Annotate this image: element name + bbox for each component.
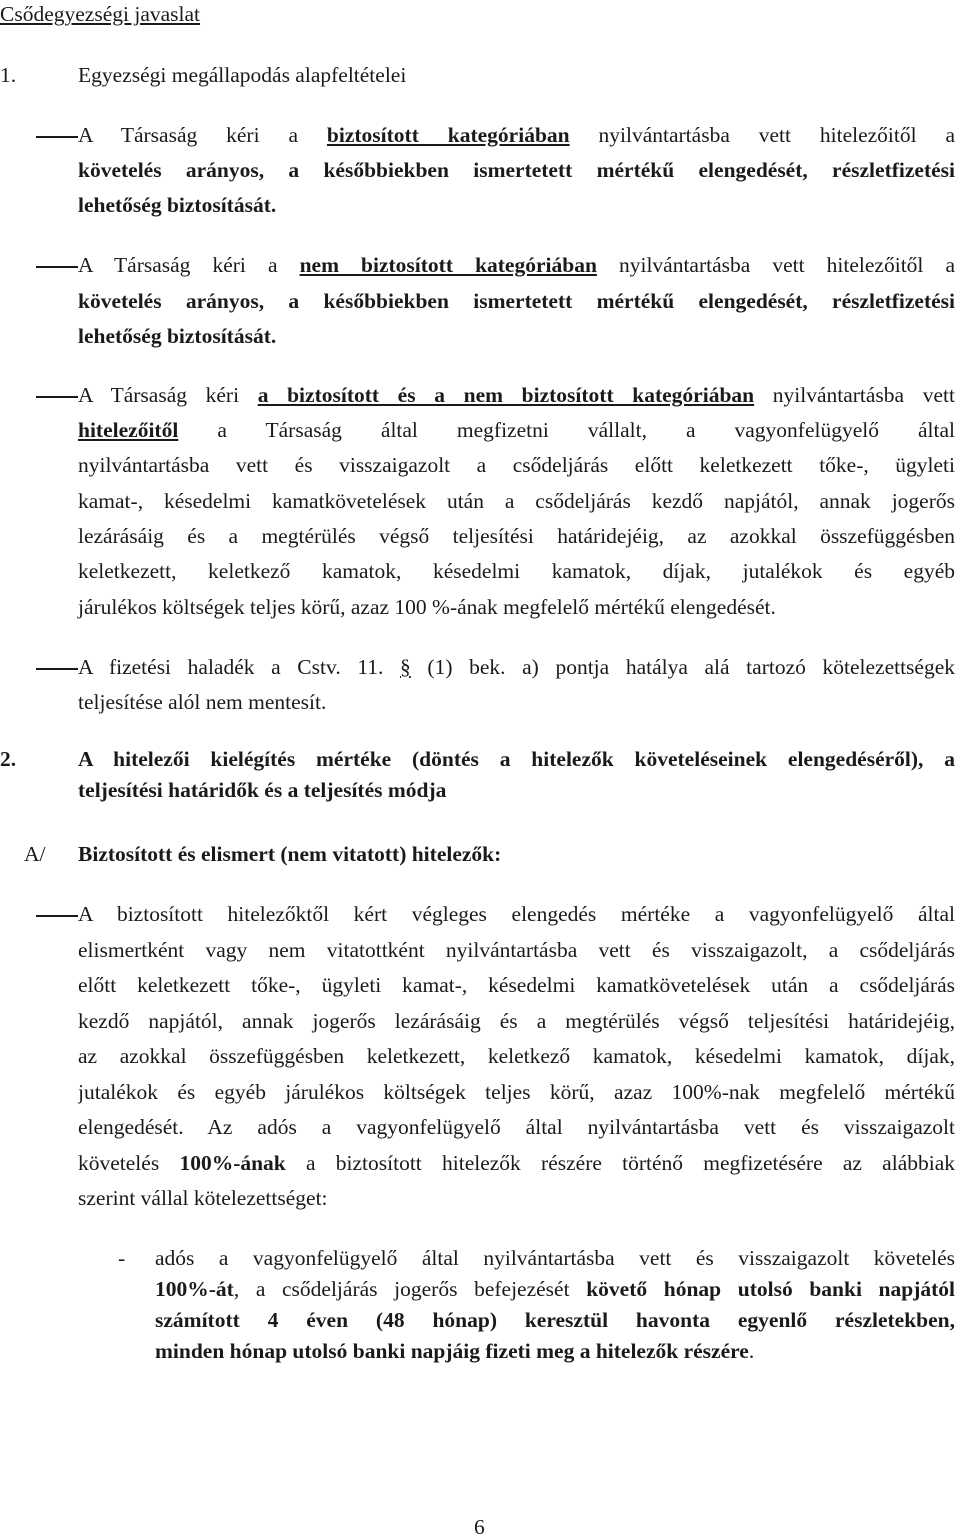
section-1-heading: Egyezségi megállapodás alapfeltételei (78, 63, 407, 87)
section-2-number: 2. (0, 747, 17, 771)
item-1-line-2: követelés arányos, a későbbiekben ismertetett mértékű elengedését, részletfizetési (78, 158, 955, 182)
item-3-line-3: nyilvántartásba vett és visszaigazolt a csődeljárás előtt keletkezett tőke-, ügyleti (78, 453, 955, 477)
sub-line-1: adós a vagyonfelügyelő által nyilvántartásba vett és visszaigazolt követelés (155, 1246, 955, 1270)
dash-bullet (36, 668, 78, 670)
item-2-line-1: A Társaság kéri a nem biztosított kategóriában nyilvántartásba vett hitelezőitől a (78, 253, 955, 277)
para-a-line-8: követelés 100%-ának a biztosított hitelezők részére történő megfizetésére az alábbiak (78, 1151, 955, 1175)
para-a-line-3: előtt keletkezett tőke-, ügyleti kamat-, késedelmi kamatkövetelések után a csődeljárás (78, 973, 955, 997)
section-2-heading-line-1: A hitelezői kielégítés mértéke (döntés a hitelezők követeléseinek elengedéséről), a (78, 747, 955, 771)
section-a-label: A/ (24, 842, 46, 866)
sub-bullet: - (118, 1246, 126, 1270)
para-a-line-1: A biztosított hitelezőktől kért végleges elengedés mértéke a vagyonfelügyelő által (78, 902, 955, 926)
sub-line-2: 100%-át, a csődeljárás jogerős befejezését követő hónap utolsó banki napjától (155, 1277, 955, 1301)
dash-bullet (36, 136, 78, 138)
dash-bullet (36, 266, 78, 268)
item-1-line-1: A Társaság kéri a biztosított kategóriában nyilvántartásba vett hitelezőitől a (78, 123, 955, 147)
para-a-line-2: elismertként vagy nem vitatottként nyilvántartásba vett és visszaigazolt, a csődeljárás (78, 938, 955, 962)
item-1-line-3: lehetőség biztosítását. (78, 193, 277, 217)
item-3-line-4: kamat-, késedelmi kamatkövetelések után a csődeljárás kezdő napjától, annak jogerős (78, 489, 955, 513)
sub-line-4: minden hónap utolsó banki napjáig fizeti meg a hitelezők részére. (155, 1339, 755, 1363)
item-4-line-2: teljesítése alól nem mentesít. (78, 690, 327, 714)
para-a-line-7: elengedését. Az adós a vagyonfelügyelő által nyilvántartásba vett és visszaigazolt (78, 1115, 955, 1139)
item-3-line-2: hitelezőitől a Társaság által megfizetni vállalt, a vagyonfelügyelő által (78, 418, 955, 442)
item-3-line-7: járulékos költségek teljes körű, azaz 100 %-ának megfelelő mértékű elengedését. (78, 595, 776, 619)
section-2-heading-line-2: teljesítési határidők és a teljesítés módja (78, 778, 447, 802)
section-1-number: 1. (0, 63, 17, 87)
dash-bullet (36, 396, 78, 398)
sub-line-3: számított 4 éven (48 hónap) keresztül havonta egyenlő részletekben, (155, 1308, 955, 1332)
item-2-line-2: követelés arányos, a későbbiekben ismertetett mértékű elengedését, részletfizetési (78, 289, 955, 313)
item-3-line-1: A Társaság kéri a biztosított és a nem biztosított kategóriában nyilvántartásba vett (78, 383, 955, 407)
item-4-line-1: A fizetési haladék a Cstv. 11. § (1) bek. a) pontja hatálya alá tartozó kötelezettségek (78, 655, 955, 679)
item-2-line-3: lehetőség biztosítását. (78, 324, 277, 348)
page-number: 6 (474, 1515, 485, 1539)
section-a-heading: Biztosított és elismert (nem vitatott) hitelezők: (78, 842, 502, 866)
item-3-line-6: keletkezett, keletkező kamatok, késedelmi kamatok, díjak, jutalékok és egyéb (78, 559, 955, 583)
para-a-line-6: jutalékok és egyéb járulékos költségek teljes körű, azaz 100%-nak megfelelő mértékű (78, 1080, 955, 1104)
dash-bullet (36, 915, 78, 917)
para-a-line-4: kezdő napjától, annak jogerős lezárásáig és a megtérülés végső teljesítési határidejéig, (78, 1009, 955, 1033)
document-title: Csődegyezségi javaslat (0, 2, 201, 26)
item-3-line-5: lezárásáig és a megtérülés végső teljesítési határidejéig, az azokkal összefüggésben (78, 524, 955, 548)
para-a-line-5: az azokkal összefüggésben keletkezett, keletkező kamatok, késedelmi kamatok, díjak, (78, 1044, 955, 1068)
para-a-line-9: szerint vállal kötelezettséget: (78, 1186, 328, 1210)
